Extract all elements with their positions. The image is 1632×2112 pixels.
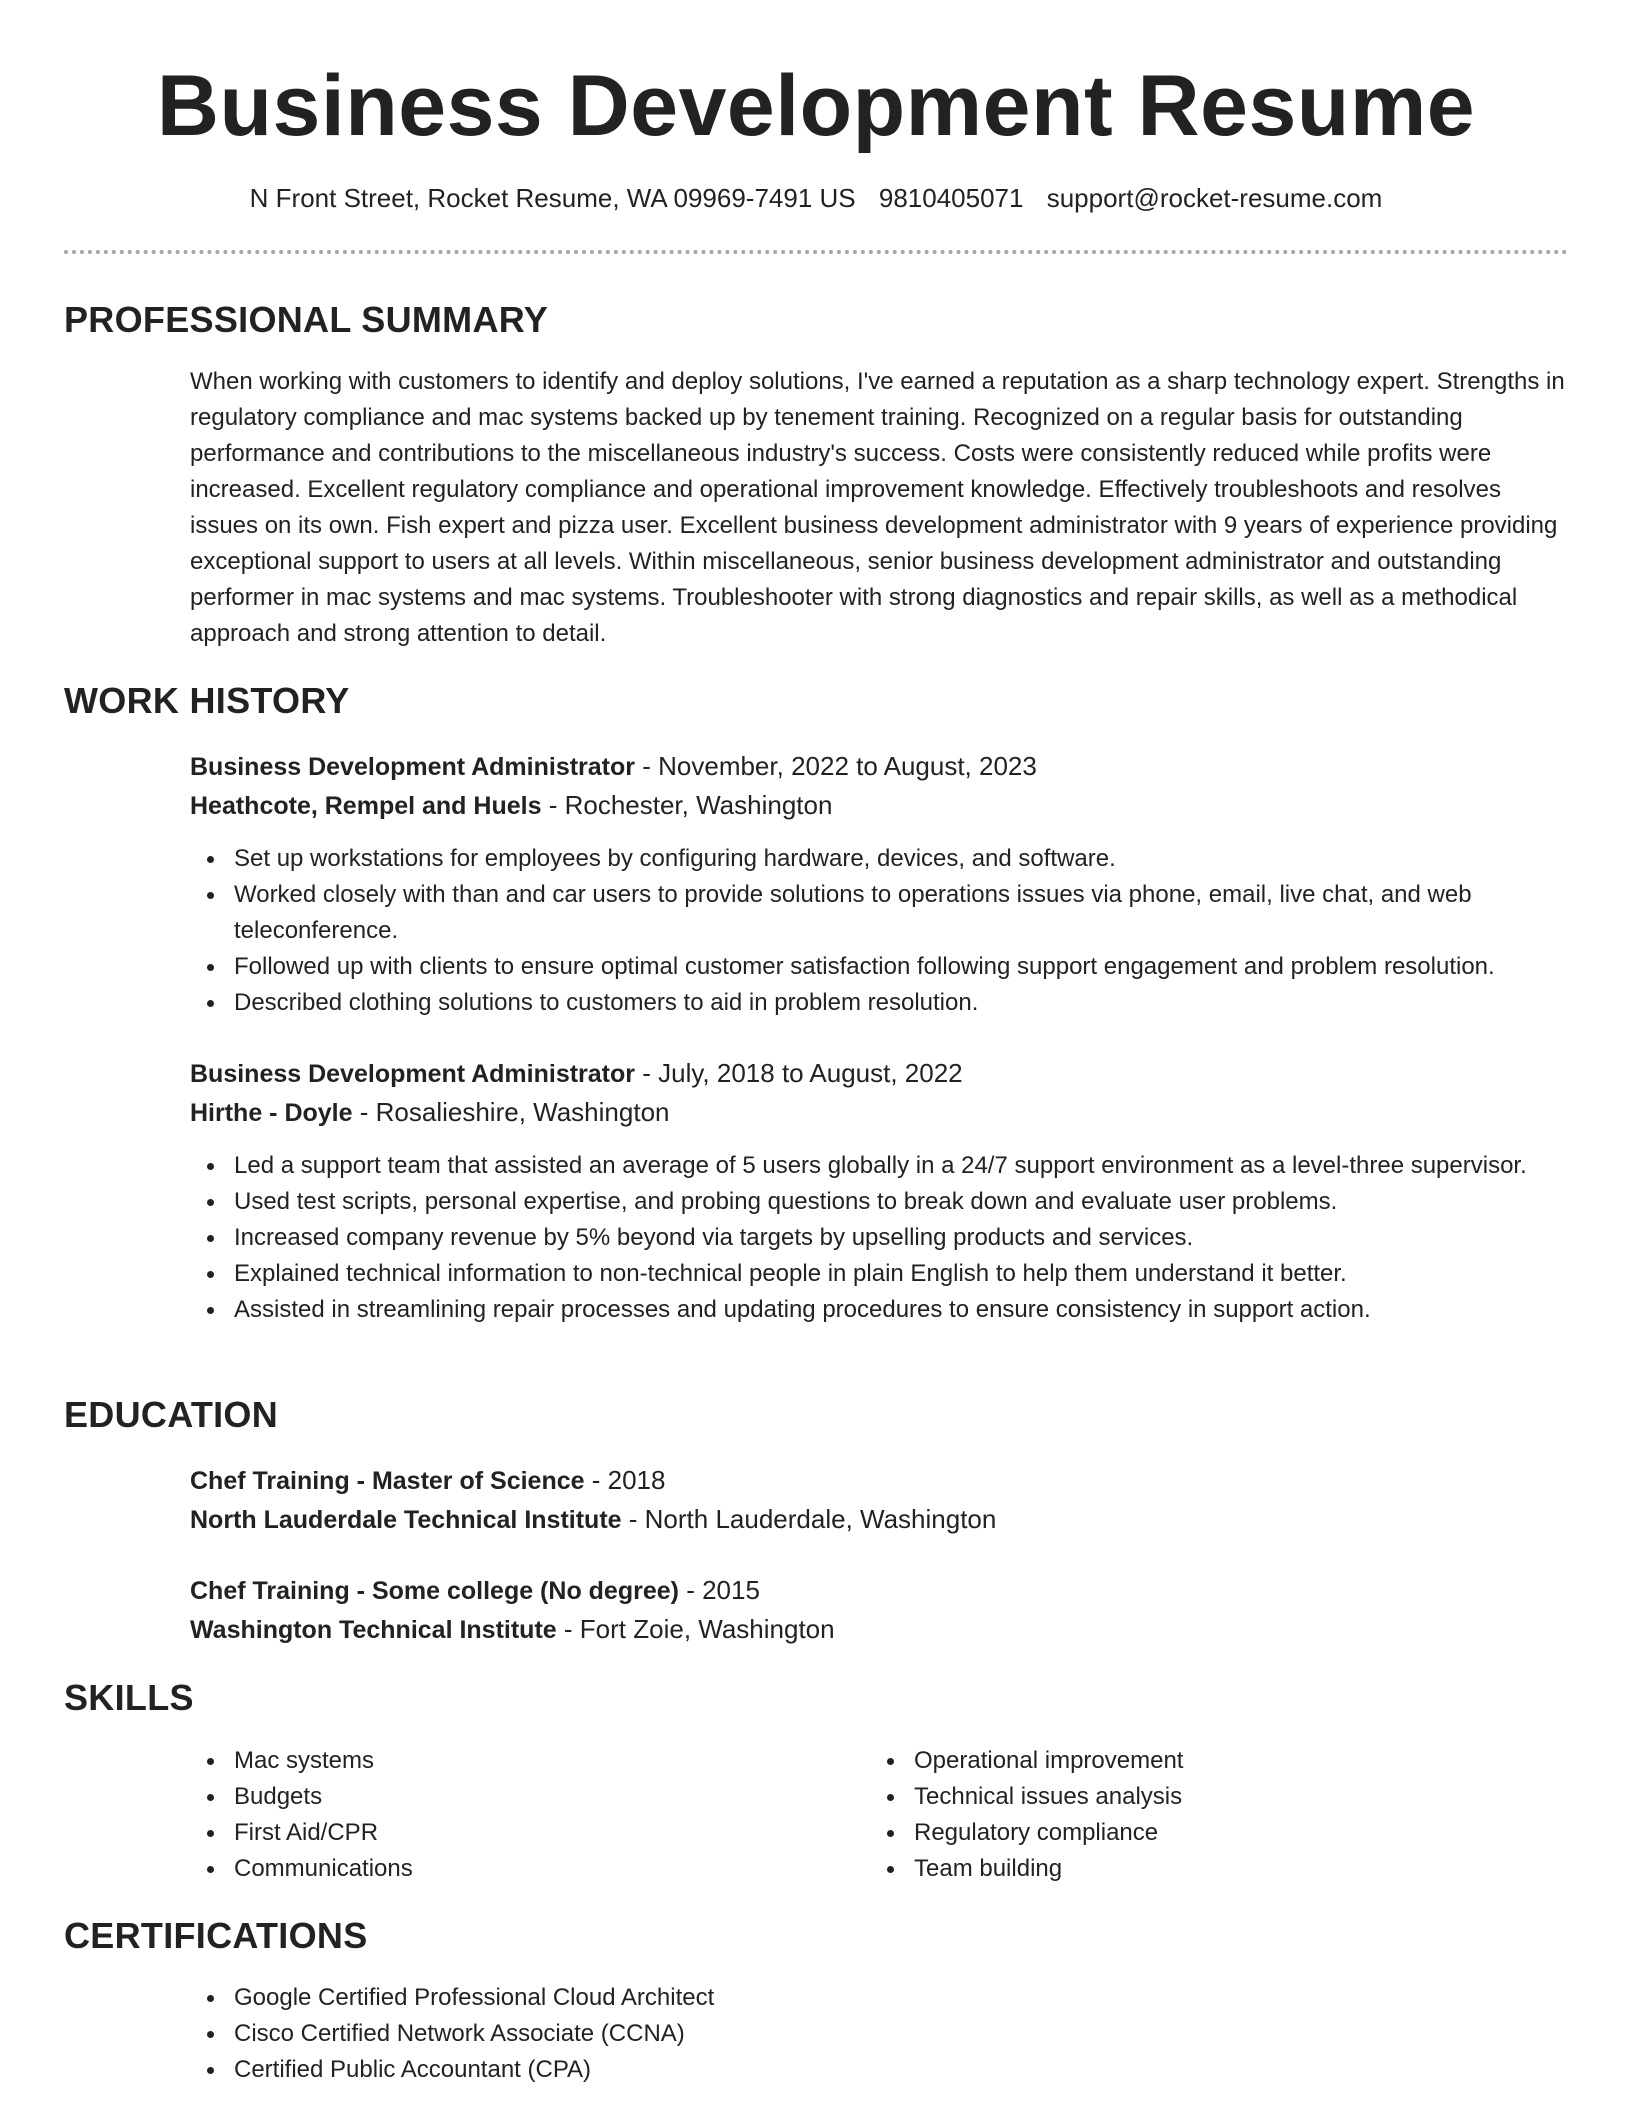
job-title-line xyxy=(190,747,1568,786)
list-item: Cisco Certified Network Associate (CCNA) xyxy=(190,2016,1390,2052)
degree: Chef Training - Some college (No degree) xyxy=(190,1577,679,1605)
education-entry xyxy=(190,1571,1568,1649)
list-item: Technical issues analysis xyxy=(870,1779,1530,1815)
school: Washington Technical Institute xyxy=(190,1616,557,1644)
list-item: Set up workstations for employees by configuring hardware, devices, and software. xyxy=(190,841,1568,877)
education-entry xyxy=(190,1461,1568,1539)
school-location: - North Lauderdale, Washington xyxy=(621,1504,997,1534)
education-heading: EDUCATION xyxy=(64,1394,279,1435)
resume-page xyxy=(64,0,1568,2112)
job-dates: - November, 2022 to August, 2023 xyxy=(635,751,1037,781)
job-dates: - July, 2018 to August, 2022 xyxy=(635,1058,963,1088)
certifications-list xyxy=(190,1980,1390,2088)
school-location: - Fort Zoie, Washington xyxy=(556,1614,835,1644)
skills-list-left xyxy=(190,1743,850,1887)
job-location: - Rochester, Washington xyxy=(541,790,833,820)
job-company: Heathcote, Rempel and Huels xyxy=(190,792,542,820)
certifications-heading: CERTIFICATIONS xyxy=(64,1915,368,1956)
list-item: Worked closely with than and car users to provide solutions to operations issues via phone, email, live chat, and web teleconference. xyxy=(190,877,1568,949)
list-item: Team building xyxy=(870,1851,1530,1887)
job-title: Business Development Administrator xyxy=(190,753,636,781)
school-line xyxy=(190,1610,1568,1649)
skills-list-right xyxy=(870,1743,1530,1887)
job-location: - Rosalieshire, Washington xyxy=(352,1097,670,1127)
contact-phone: 9810405071 xyxy=(878,183,1024,213)
list-item: Increased company revenue by 5% beyond via targets by upselling products and services. xyxy=(190,1220,1568,1256)
contact-address: N Front Street, Rocket Resume, WA 09969-7491 US xyxy=(249,183,856,213)
list-item: Led a support team that assisted an average of 5 users globally in a 24/7 support environment as a level-three supervisor. xyxy=(190,1148,1568,1184)
contact-line xyxy=(64,180,1568,216)
skills-heading: SKILLS xyxy=(64,1677,194,1718)
job-duties xyxy=(190,1148,1568,1328)
work-history-heading: WORK HISTORY xyxy=(64,680,350,721)
list-item: Budgets xyxy=(190,1779,850,1815)
list-item: Communications xyxy=(190,1851,850,1887)
contact-email[interactable]: support@rocket-resume.com xyxy=(1046,183,1383,213)
job-title: Business Development Administrator xyxy=(190,1060,636,1088)
list-item: First Aid/CPR xyxy=(190,1815,850,1851)
job-company-line xyxy=(190,786,1568,825)
degree-line xyxy=(190,1571,1568,1610)
list-item: Assisted in streamlining repair processes and updating procedures to ensure consistency in support action. xyxy=(190,1292,1568,1328)
summary-text: When working with customers to identify and deploy solutions, I've earned a reputation as a sharp technology expert. Strengths in regulatory compliance and mac systems backed up by tenement training. Recognized on a regular basis for outstanding performance and contributions to the miscellaneous industry's success. Costs were consistently reduced while profits were increased. Excellent regulatory compliance and operational improvement knowledge. Effectively troubleshoots and resolves issues on its own. Fish expert and pizza user. Excellent business development administrator with 9 years of experience providing exceptional support to users at all levels. Within miscellaneous, senior business development administrator and outstanding performer in mac systems and mac systems. Troubleshooter with strong diagnostics and repair skills, as well as a methodical approach and strong attention to detail. xyxy=(190,368,1565,647)
school: North Lauderdale Technical Institute xyxy=(190,1506,622,1534)
header-divider xyxy=(64,250,1568,254)
list-item: Mac systems xyxy=(190,1743,850,1779)
list-item: Followed up with clients to ensure optimal customer satisfaction following support engagement and problem resolution. xyxy=(190,949,1568,985)
list-item: Operational improvement xyxy=(870,1743,1530,1779)
job-company-line xyxy=(190,1093,1568,1132)
list-item: Explained technical information to non-technical people in plain English to help them understand it better. xyxy=(190,1256,1568,1292)
list-item: Certified Public Accountant (CPA) xyxy=(190,2052,1390,2088)
list-item: Used test scripts, personal expertise, and probing questions to break down and evaluate user problems. xyxy=(190,1184,1568,1220)
job-entry xyxy=(190,747,1568,1021)
job-company: Hirthe - Doyle xyxy=(190,1099,353,1127)
job-title-line xyxy=(190,1054,1568,1093)
degree: Chef Training - Master of Science xyxy=(190,1467,585,1495)
degree-year: - 2018 xyxy=(584,1465,666,1495)
job-duties xyxy=(190,841,1568,1021)
school-line xyxy=(190,1500,1568,1539)
degree-year: - 2015 xyxy=(678,1575,760,1605)
summary-heading: PROFESSIONAL SUMMARY xyxy=(64,299,549,340)
degree-line xyxy=(190,1461,1568,1500)
resume-title: Business Development Resume xyxy=(156,58,1476,154)
list-item: Google Certified Professional Cloud Architect xyxy=(190,1980,1390,2016)
list-item: Described clothing solutions to customers to aid in problem resolution. xyxy=(190,985,1568,1021)
list-item: Regulatory compliance xyxy=(870,1815,1530,1851)
job-entry xyxy=(190,1054,1568,1328)
